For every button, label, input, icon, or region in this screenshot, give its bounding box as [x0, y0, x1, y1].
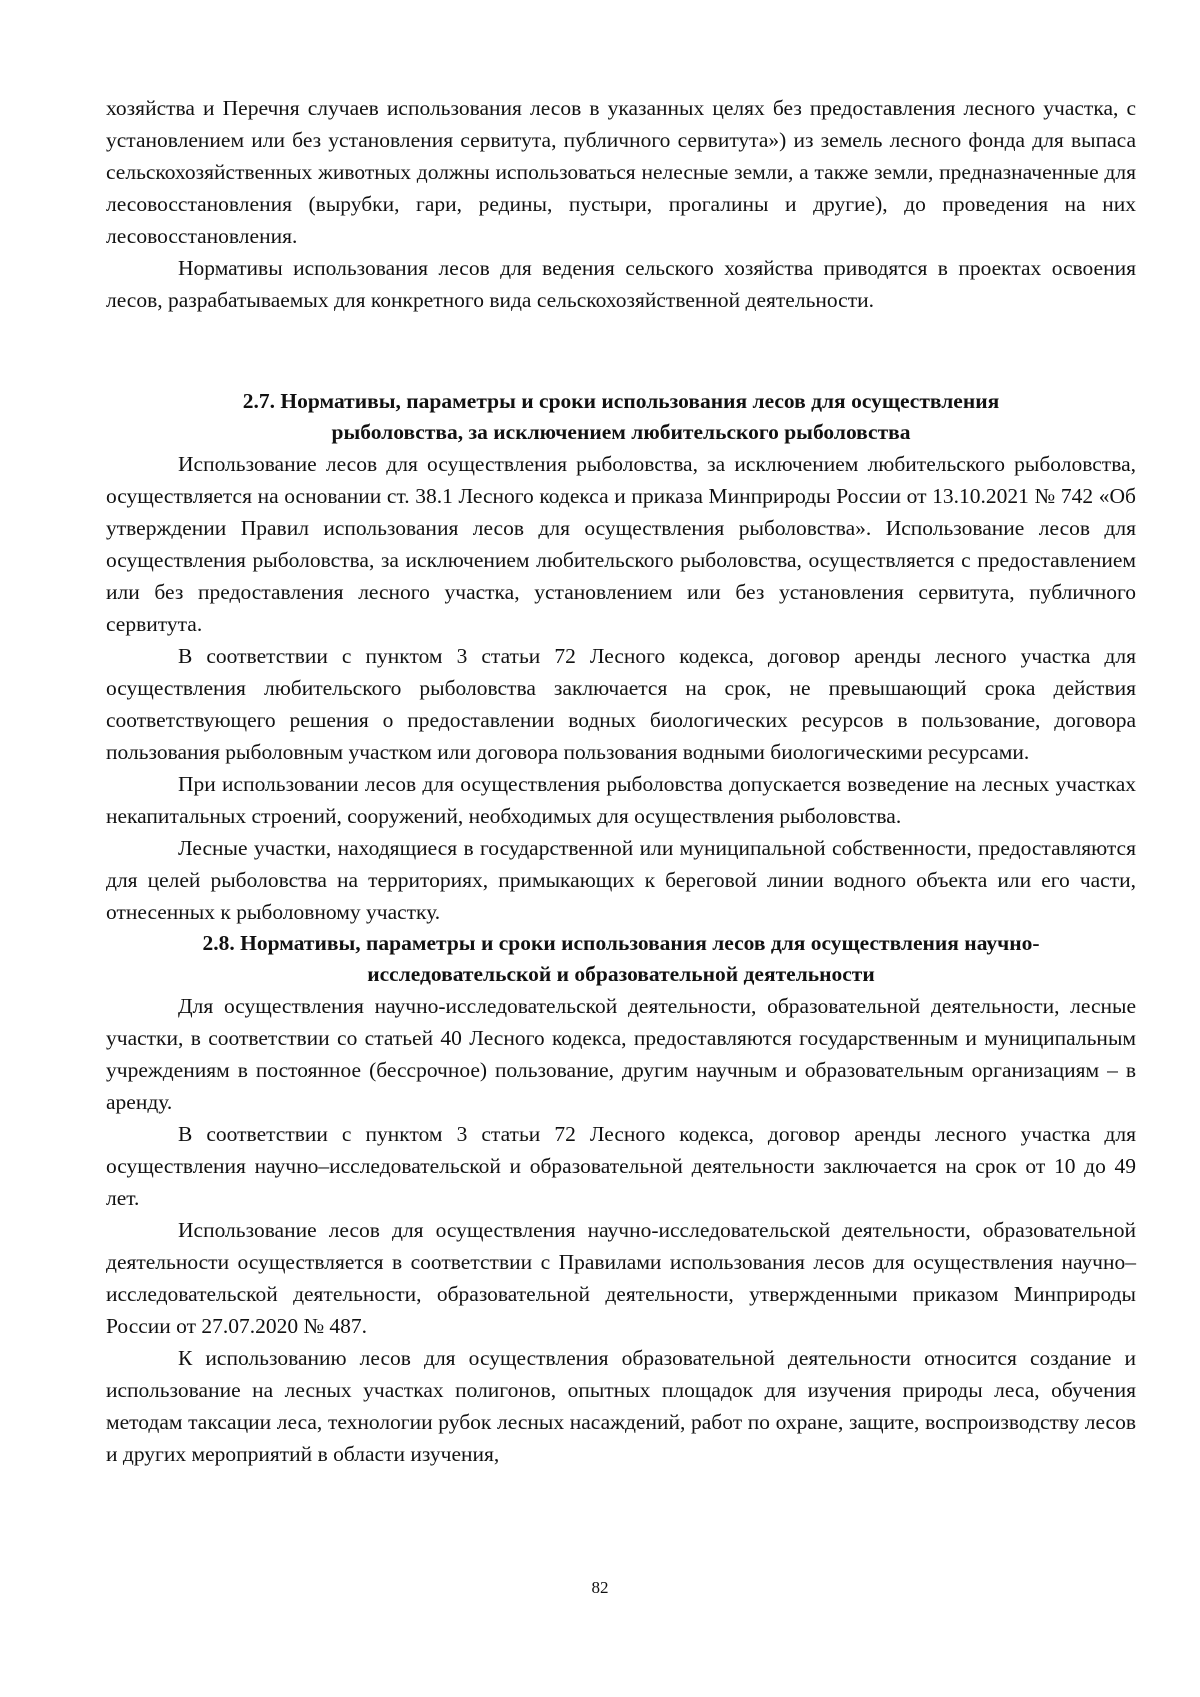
section-2-7-heading-line-2: рыболовства, за исключением любительского рыболовства	[331, 420, 911, 444]
section-2-7-paragraph-4: Лесные участки, находящиеся в государственной или муниципальной собственности, предоставляются для целей рыболовства на территориях, примыкающих к береговой линии водного объекта или его части, отнесенных к рыболовному участку.	[106, 836, 1136, 924]
section-gap	[106, 316, 1136, 386]
intro-paragraph-2: Нормативы использования лесов для ведения сельского хозяйства приводятся в проектах освоения лесов, разрабатываемых для конкретного вида сельскохозяйственной деятельности.	[106, 256, 1136, 312]
document-page	[106, 92, 1136, 1470]
intro-paragraph-1: хозяйства и Перечня случаев использования лесов в указанных целях без предоставления лесного участка, с установлением или без установления сервитута, публичного сервитута») из земель лесного фонда для выпаса сельскохозяйственных животных должны использоваться нелесные земли, а также земли, предназначенные для лесовосстановления (вырубки, гари, редины, пустыри, прогалины и другие), до проведения на них лесовосстановления.	[106, 96, 1136, 248]
section-2-7-heading-line-1: 2.7. Нормативы, параметры и сроки использования лесов для осуществления	[242, 389, 1000, 413]
page-number: 82	[591, 1578, 609, 1597]
section-2-8-heading-line-1: 2.8. Нормативы, параметры и сроки использования лесов для осуществления научно-	[202, 931, 1040, 955]
section-2-8-paragraph-2: В соответствии с пунктом 3 статьи 72 Лесного кодекса, договор аренды лесного участка для осуществления научно–исследовательской и образовательной деятельности заключается на срок от 10 до 49 лет.	[106, 1122, 1136, 1210]
section-2-8-paragraph-3: Использование лесов для осуществления научно-исследовательской деятельности, образовательной деятельности осуществляется в соответствии с Правилами использования лесов для осуществления научно–исследовательской деятельности, образовательной деятельности, утвержденными приказом Минприроды России от 27.07.2020 № 487.	[106, 1218, 1136, 1338]
section-2-8-heading-line-2: исследовательской и образовательной деятельности	[367, 962, 875, 986]
section-2-7-paragraph-3: При использовании лесов для осуществления рыболовства допускается возведение на лесных участках некапитальных строений, сооружений, необходимых для осуществления рыболовства.	[106, 772, 1136, 828]
section-2-7-paragraph-2: В соответствии с пунктом 3 статьи 72 Лесного кодекса, договор аренды лесного участка для осуществления любительского рыболовства заключается на срок, не превышающий срока действия соответствующего решения о предоставлении водных биологических ресурсов в пользование, договора пользования рыболовным участком или договора пользования водными биологическими ресурсами.	[106, 644, 1136, 764]
section-2-8-paragraph-1: Для осуществления научно-исследовательской деятельности, образовательной деятельности, лесные участки, в соответствии со статьей 40 Лесного кодекса, предоставляются государственным и муниципальным учреждениям в постоянное (бессрочное) пользование, другим научным и образовательным организациям – в аренду.	[106, 994, 1136, 1114]
section-2-7-heading	[106, 386, 1136, 448]
section-2-8-heading	[106, 928, 1136, 990]
section-2-7-paragraph-1: Использование лесов для осуществления рыболовства, за исключением любительского рыболовства, осуществляется на основании ст. 38.1 Лесного кодекса и приказа Минприроды России от 13.10.2021 № 742 «Об утверждении Правил использования лесов для осуществления рыболовства». Использование лесов для осуществления рыболовства, за исключением любительского рыболовства, осуществляется с предоставлением или без предоставления лесного участка, установлением или без установления сервитута, публичного сервитута.	[106, 452, 1136, 636]
section-2-8-paragraph-4: К использованию лесов для осуществления образовательной деятельности относится создание и использование на лесных участках полигонов, опытных площадок для изучения природы леса, обучения методам таксации леса, технологии рубок лесных насаждений, работ по охране, защите, воспроизводству лесов и других мероприятий в области изучения,	[106, 1346, 1136, 1466]
